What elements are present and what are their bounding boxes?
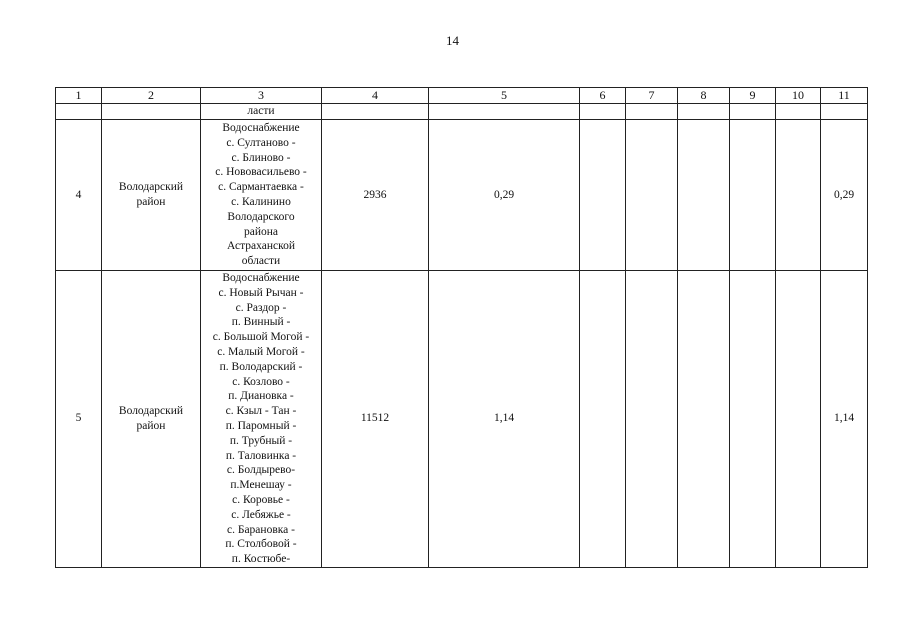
column-header: 4: [322, 88, 429, 104]
object-name-cell: Водоснабжение с. Султаново - с. Блиново - с. Нововасильево - с. Сармантаевка - с. Калинино Володарского района Астраханской области: [201, 120, 322, 271]
table-cell: [429, 104, 580, 120]
table-cell: [730, 104, 776, 120]
column-header: 9: [730, 88, 776, 104]
table-cell: [821, 104, 868, 120]
table-row: [56, 120, 868, 271]
value-cell-col6: [580, 120, 626, 271]
object-name-cell: Водоснабжение с. Новый Рычан - с. Раздор - п. Винный - с. Большой Могой - с. Малый Могой - п. Володарский - с. Козлово - п. Диановка - с. Кзыл - Тан - п. Паромный - п. Трубный - п. Таловинка - с. Болдырево- п.Менешау - с. Коровье - с. Лебяжье - с. Барановка - п. Столбовой - п. Костюбе-: [201, 271, 322, 568]
table-row: [56, 271, 868, 568]
table-header-row: [56, 88, 868, 104]
value-cell-col9: [730, 120, 776, 271]
column-header: 1: [56, 88, 102, 104]
table-cell: [56, 104, 102, 120]
column-header: 5: [429, 88, 580, 104]
column-header: 3: [201, 88, 322, 104]
continuation-text: ласти: [201, 104, 322, 120]
table-cell: [678, 104, 730, 120]
value-cell-col7: [626, 120, 678, 271]
column-header: 11: [821, 88, 868, 104]
value-cell-col11: 1,14: [821, 271, 868, 568]
value-cell-col10: [776, 120, 821, 271]
value-cell-col5: 0,29: [429, 120, 580, 271]
column-header: 6: [580, 88, 626, 104]
table-cell: [322, 104, 429, 120]
data-table: [55, 87, 868, 568]
value-cell-col10: [776, 271, 821, 568]
value-cell-col4: 11512: [322, 271, 429, 568]
table-cell: [776, 104, 821, 120]
value-cell-col6: [580, 271, 626, 568]
district-cell: Володарский район: [102, 120, 201, 271]
table-cell: [626, 104, 678, 120]
table-cell: [102, 104, 201, 120]
column-header: 2: [102, 88, 201, 104]
value-cell-col8: [678, 120, 730, 271]
row-number: 5: [56, 271, 102, 568]
value-cell-col4: 2936: [322, 120, 429, 271]
table-row-continuation: [56, 104, 868, 120]
column-header: 8: [678, 88, 730, 104]
value-cell-col9: [730, 271, 776, 568]
district-cell: Володарский район: [102, 271, 201, 568]
column-header: 10: [776, 88, 821, 104]
page-number: 14: [446, 33, 459, 48]
value-cell-col8: [678, 271, 730, 568]
value-cell-col5: 1,14: [429, 271, 580, 568]
column-header: 7: [626, 88, 678, 104]
table-cell: [580, 104, 626, 120]
row-number: 4: [56, 120, 102, 271]
value-cell-col11: 0,29: [821, 120, 868, 271]
value-cell-col7: [626, 271, 678, 568]
